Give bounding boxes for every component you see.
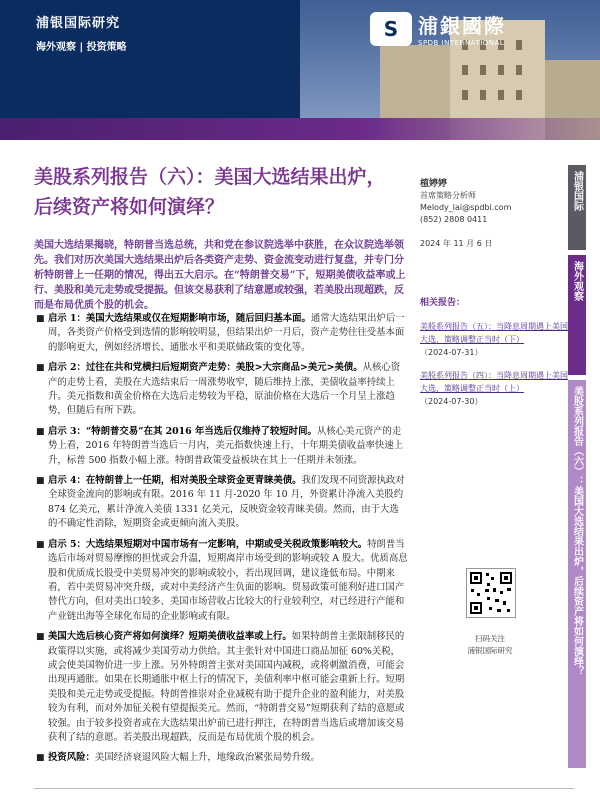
qr-code xyxy=(466,568,516,618)
brand-subtitle: 海外观察 | 投资策略 xyxy=(36,42,127,53)
asset-outlook: ■ 美国大选后核心资产将如何演绎？短期美债收益率或上行。如果特朗普主张限制移民的政策得以实施，或将减少美国劳动力供给。其主张针对中国进口商品加征 60%关税，或会使美国物价进一步上涨。另外特朗普主张对美国国内减税，或将刺激消费，可能会出现再通胀。如果在长期通胀中枢上行的情况下，美债利率中枢可能会重新上行。短期美股和美元走势或受提振。特朗普推崇对企业减税有助于提升企业的盈利能力，对美股较为有利，而对外加征关税有望提振美元。然而，“特朗普交易”短期获利了结的意愿或较强。由于较多投资者或在大选结果出炉前已进行押注，在特朗普当选后或增加该交易获利了结的意愿。若美股出现超跌，反而是布局优质个股的机会。 xyxy=(36,631,405,743)
report-body xyxy=(34,312,408,772)
insight-5-heading: 启示 5：大选结果短期对中国市场有一定影响，中期或受关税政策影响较大。 xyxy=(48,538,368,550)
insight-2-text: 从核心资产的走势上看，美股在大选结束后一周涨势收窄，随后维持上涨，美债收益率持续上升。美元指数和黄金价格在大选后走势较为平稳，原油价格在大选后一个月呈上涨趋势，但随后有所下跌。 xyxy=(48,362,401,417)
report-summary: 美国大选结果揭晓，特朗普当选总统，共和党在参议院选举中获胜，在众议院选举领先。我们对历次美国大选结果出炉后各类资产走势、资金流变动进行复盘，并专门分析特朗普上一任期的情况，得出五大启示。在“特朗普交易”下，短期美债收益率或上行、美股和美元走势或受提振。但该交易获利了结意愿或较强，若美股出现超跌，反而是布局优质个股的机会。 xyxy=(34,240,406,311)
insight-4: ■ 启示 4：在特朗普上一任期，相对美股全球资金更青睐美债。我们发现不同资源执政对全球资金流向的影响或有限。2016 年 11 月-2020 年 10 月，外资累计净流入美股约 874 亿美元，累计净流入美债 1331 亿美元，反映资金较青睐美债。然而，由于大选的不确定性消除，短期资金或更倾向流入美股。 xyxy=(36,475,405,530)
footer-divider xyxy=(34,788,574,789)
analyst-title: 首席策略分析师 xyxy=(420,191,476,200)
insight-3: ■ 启示 3：“特朗普交易”在其 2016 年当选后仅维持了较短时间。从核心美元资产的走势上看，2016 年特朗普当选后一月内，美元指数快速上行，十年期美债收益率快速上升，标普 500 指数小幅上涨。特朗普政策受益板块在其上一任期并未领涨。 xyxy=(36,425,403,466)
qr-caption xyxy=(440,633,540,657)
investment-risk-text: 美国经济衰退风险大幅上升，地缘政治紧张局势升级。 xyxy=(94,752,320,764)
related-report-link[interactable]: 美股系列报告（四）：当降息周期遇上美国大选，策略调整正当时（上） xyxy=(420,371,568,393)
related-report-link[interactable]: 美股系列报告（五）：当降息周期遇上美国大选，策略调整正当时（下） xyxy=(420,322,568,344)
insight-2-heading: 启示 2：过往在共和党横扫后短期资产走势：美股>大宗商品>美元>美债。 xyxy=(48,362,363,374)
related-reports-heading: 相关报告： xyxy=(420,298,466,308)
asset-outlook-heading: 美国大选后核心资产将如何演绎？短期美债收益率或上行。 xyxy=(48,631,292,643)
qr-caption-line1: 扫码关注 xyxy=(475,634,505,643)
insight-3-text: 从核心美元资产的走势上看，2016 年特朗普当选后一月内，美元指数快速上行，十年期美债收益率快速上升，标普 500 指数小幅上涨。特朗普政策受益板块在其上一任期并未领涨。 xyxy=(48,425,403,466)
report-title: 美股系列报告（六）：美国大选结果出炉，后续资产将如何演绎？ xyxy=(34,166,386,218)
vertical-tab-brand: 浦银国际 xyxy=(568,165,586,250)
asset-outlook-text: 如果特朗普主张限制移民的政策得以实施，或将减少美国劳动力供给。其主张针对中国进口商品加征 60%关税，或会使美国物价进一步上涨。另外特朗普主张对美国国内减税，或将刺激消费，可能会出现再通胀。如果在长期通胀中枢上行的情况下，美债利率中枢可能会重新上行。短期美股和美元走势或受提振。特朗普推崇对企业减税有助于提升企业的盈利能力，对美股较为有利，而对外加征关税有望提振美元。然而，“特朗普交易”短期获利了结的意愿或较强。由于较多投资者或在大选结果出炉前已进行押注，在特朗普当选后或增加该交易获利了结的意愿。若美股出现超跌，反而是布局优质个股的机会。 xyxy=(48,631,405,743)
insight-1-heading: 启示 1：美国大选结果或仅在短期影响市场，随后回归基本面。 xyxy=(48,313,311,324)
brand-name: 浦银国际研究 xyxy=(36,16,121,31)
insight-4-text: 我们发现不同资源执政对全球资金流向的影响或有限。2016 年 11 月-2020 年 10 月，外资累计净流入美股约 874 亿美元，累计净流入美债 1331 亿美元，反映资金较青睐美债。然而，由于大选的不确定性消除，短期资金或更倾向流入美股。 xyxy=(48,475,405,530)
qr-caption-line2: 浦银国际研究 xyxy=(467,646,513,655)
investment-risk-heading: 投资风险： xyxy=(48,752,95,764)
logo-english: SPDB INTERNATIONAL xyxy=(418,39,505,47)
related-report-date: （2024-07-31） xyxy=(420,348,483,357)
analyst-email[interactable]: Melody_lai@spdbi.com xyxy=(420,203,512,212)
related-report-date: （2024-07-30） xyxy=(420,397,483,406)
spdb-logo-icon: S xyxy=(370,12,412,46)
related-reports-list xyxy=(420,320,570,418)
insight-1: ■ 启示 1：美国大选结果或仅在短期影响市场，随后回归基本面。通常大选结果出炉后一周，各类资产价格受到选情的影响较明显，但结果出炉一月后，资产走势往往受基本面的影响更大，例如经济增长、通胀水平和美联储政策的变化等。 xyxy=(36,313,405,353)
vertical-tab-section: 海外观察 xyxy=(568,255,586,375)
spdb-logo xyxy=(370,10,506,47)
header-purple-band xyxy=(0,118,600,140)
analyst-phone: (852) 2808 0411 xyxy=(420,215,488,224)
insight-3-heading: 启示 3：“特朗普交易”在其 2016 年当选后仅维持了较短时间。 xyxy=(48,425,317,437)
insight-2: ■ 启示 2：过往在共和党横扫后短期资产走势：美股>大宗商品>美元>美债。从核心资产的走势上看，美股在大选结束后一周涨势收窄，随后维持上涨，美债收益率持续上升。美元指数和黄金价格在大选后走势较为平稳，原油价格在大选后一个月呈上涨趋势，但随后有所下跌。 xyxy=(36,362,401,417)
header-banner xyxy=(0,0,600,140)
insight-4-heading: 启示 4：在特朗普上一任期，相对美股全球资金更青睐美债。 xyxy=(48,475,302,487)
insight-5: ■ 启示 5：大选结果短期对中国市场有一定影响，中期或受关税政策影响较大。特朗普当选后市场对贸易摩擦的担忧或会升温，短期离岸市场受到的影响或较 A 股大。优质高息股和优质成长股受中美贸易冲突的影响或较小，若出现回调，建议逢低布局。中期来看，若中美贸易冲突升级，或对中美经济产生负面的影响。贸易政策可能利好进口国产替代方向，但对美出口较多、美国市场营收占比较大的行业较利空，对已经进行产能和产业链出海等全球化布局的企业影响或有限。 xyxy=(36,538,408,622)
logo-chinese: 浦銀國際 xyxy=(418,14,506,38)
insight-5-text: 特朗普当选后市场对贸易摩擦的担忧或会升温，短期离岸市场受到的影响或较 A 股大。优质高息股和优质成长股受中美贸易冲突的影响或较小，若出现回调，建议逢低布局。中期来看，若中美贸易冲突升级，或对中美经济产生负面的影响。贸易政策可能利好进口国产替代方向，但对美出口较多、美国市场营收占比较大的行业较利空，对已经进行产能和产业链出海等全球化布局的企业影响或有限。 xyxy=(48,538,408,622)
report-date: 2024 年 11 月 6 日 xyxy=(420,239,493,248)
investment-risk: ■ 投资风险：美国经济衰退风险大幅上升，地缘政治紧张局势升级。 xyxy=(36,752,320,764)
insight-1-text: 通常大选结果出炉后一周，各类资产价格受到选情的影响较明显，但结果出炉一月后，资产走势往往受基本面的影响更大，例如经济增长、通胀水平和美联储政策的变化等。 xyxy=(48,313,405,353)
analyst-name: 植婷婷 xyxy=(420,179,448,189)
analyst-info xyxy=(420,178,570,250)
vertical-tab-title: 美股系列报告（六）：美国大选结果出炉，后续资产将如何演绎？ xyxy=(568,380,586,768)
